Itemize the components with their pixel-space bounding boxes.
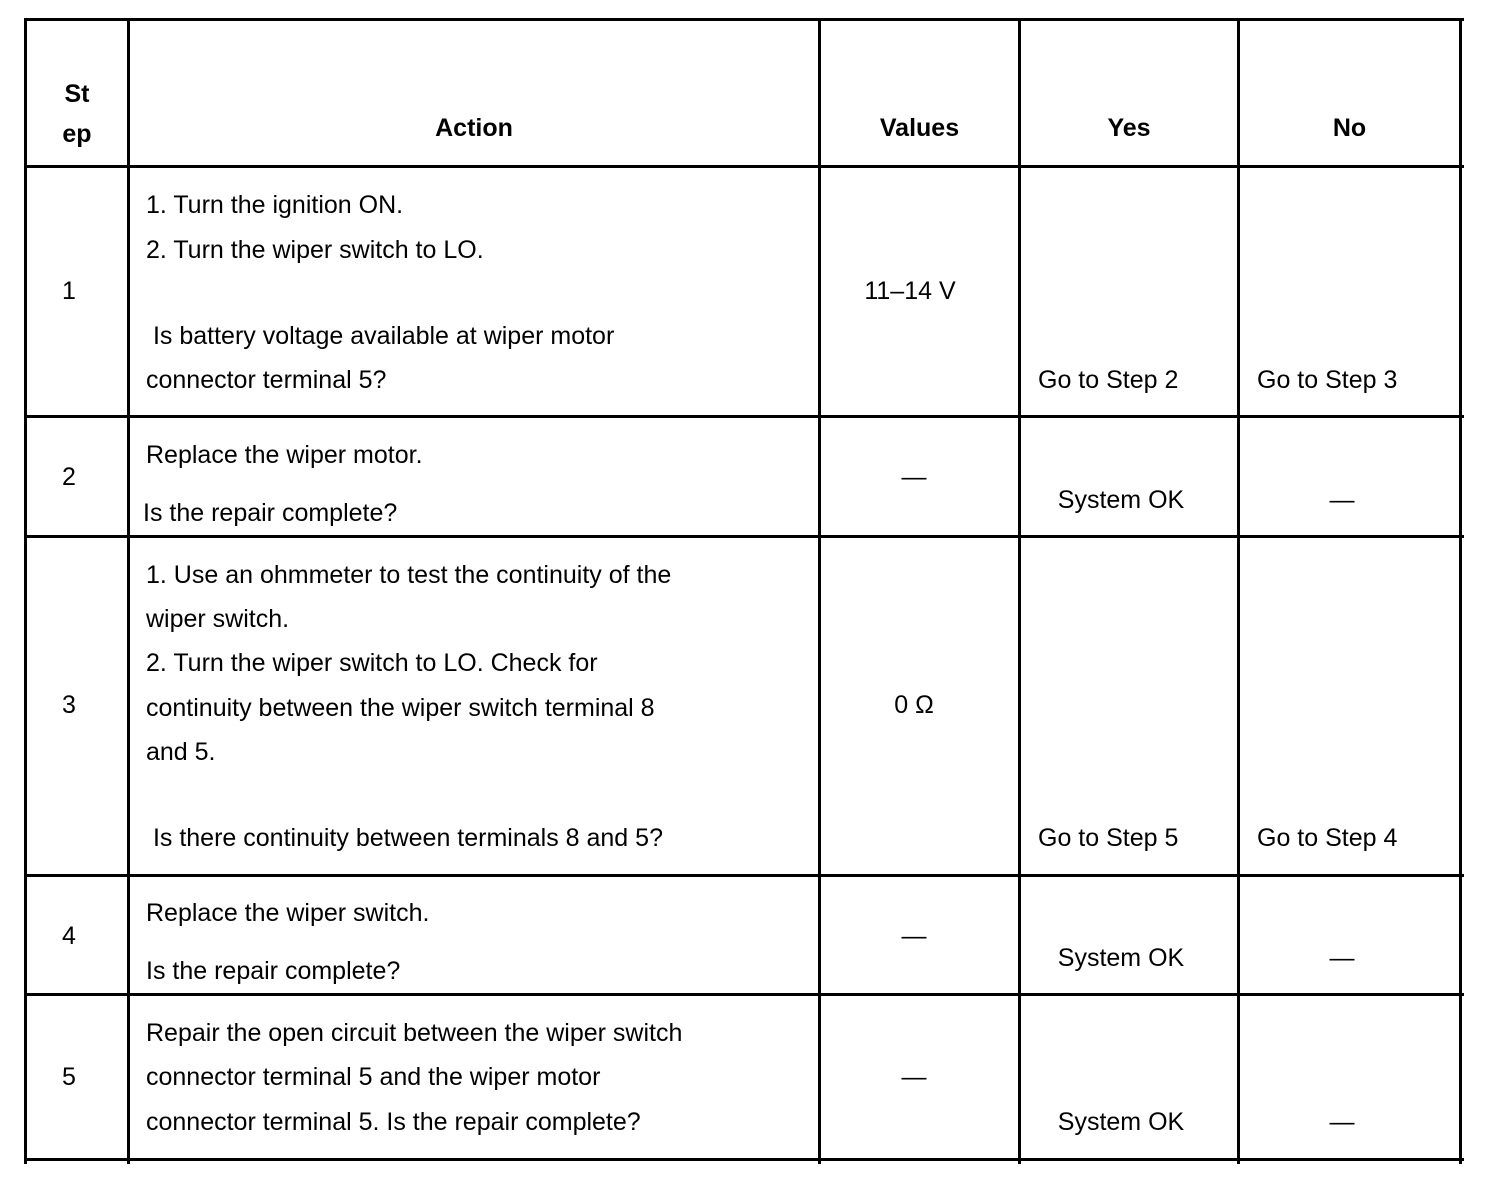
column-divider (1018, 18, 1021, 1164)
value-cell: — (901, 922, 927, 950)
action-line: connector terminal 5. Is the repair complete? (146, 1108, 641, 1136)
no-cell: — (1329, 486, 1355, 514)
action-line: and 5. (146, 738, 216, 766)
no-cell: — (1329, 944, 1355, 972)
yes-cell: Go to Step 5 (1038, 824, 1179, 852)
header-values: Values (879, 114, 960, 142)
table-border-bottom (24, 1158, 1464, 1161)
action-question: Is the repair complete? (143, 499, 398, 527)
column-divider (818, 18, 821, 1164)
value-cell: — (901, 1063, 927, 1091)
yes-cell: Go to Step 2 (1038, 366, 1179, 394)
step-number: 3 (62, 691, 76, 719)
row-divider (24, 993, 1464, 996)
action-line: Replace the wiper switch. (146, 899, 430, 927)
no-cell: — (1329, 1108, 1355, 1136)
table-border-top (24, 18, 1464, 21)
action-line: 1. Use an ohmmeter to test the continuity of the (146, 561, 672, 589)
action-line: continuity between the wiper switch terminal 8 (146, 694, 655, 722)
step-number: 2 (62, 463, 76, 491)
action-question: Is there continuity between terminals 8 and 5? (146, 824, 663, 852)
header-divider (24, 165, 1464, 168)
action-line: Repair the open circuit between the wiper switch (146, 1019, 683, 1047)
header-yes: Yes (1107, 114, 1151, 142)
yes-cell: System OK (1057, 1108, 1185, 1136)
row-divider (24, 535, 1464, 538)
action-line: 2. Turn the wiper switch to LO. (146, 236, 484, 264)
action-line: Replace the wiper motor. (146, 441, 423, 469)
column-divider (1237, 18, 1240, 1164)
action-question: Is the repair complete? (146, 957, 401, 985)
yes-cell: System OK (1057, 944, 1185, 972)
action-question: Is battery voltage available at wiper motor (146, 322, 615, 350)
value-cell: 11–14 V (864, 277, 956, 305)
action-line: connector terminal 5? (146, 366, 387, 394)
value-cell: 0 Ω (894, 691, 934, 719)
table-border-left (24, 18, 27, 1164)
action-line: 2. Turn the wiper switch to LO. Check for (146, 649, 598, 677)
step-number: 5 (62, 1063, 76, 1091)
no-cell: Go to Step 4 (1257, 824, 1398, 852)
table-border-right (1459, 18, 1462, 1164)
yes-cell: System OK (1057, 486, 1185, 514)
row-divider (24, 874, 1464, 877)
action-line: connector terminal 5 and the wiper motor (146, 1063, 601, 1091)
no-cell: Go to Step 3 (1257, 366, 1398, 394)
action-line: 1. Turn the ignition ON. (146, 191, 404, 219)
header-step: St ep (62, 80, 92, 148)
step-number: 4 (62, 922, 76, 950)
step-number: 1 (62, 277, 76, 305)
header-action: Action (435, 114, 513, 142)
row-divider (24, 415, 1464, 418)
action-line: wiper switch. (146, 605, 290, 633)
header-no: No (1332, 114, 1367, 142)
column-divider (127, 18, 130, 1164)
value-cell: — (901, 463, 927, 491)
